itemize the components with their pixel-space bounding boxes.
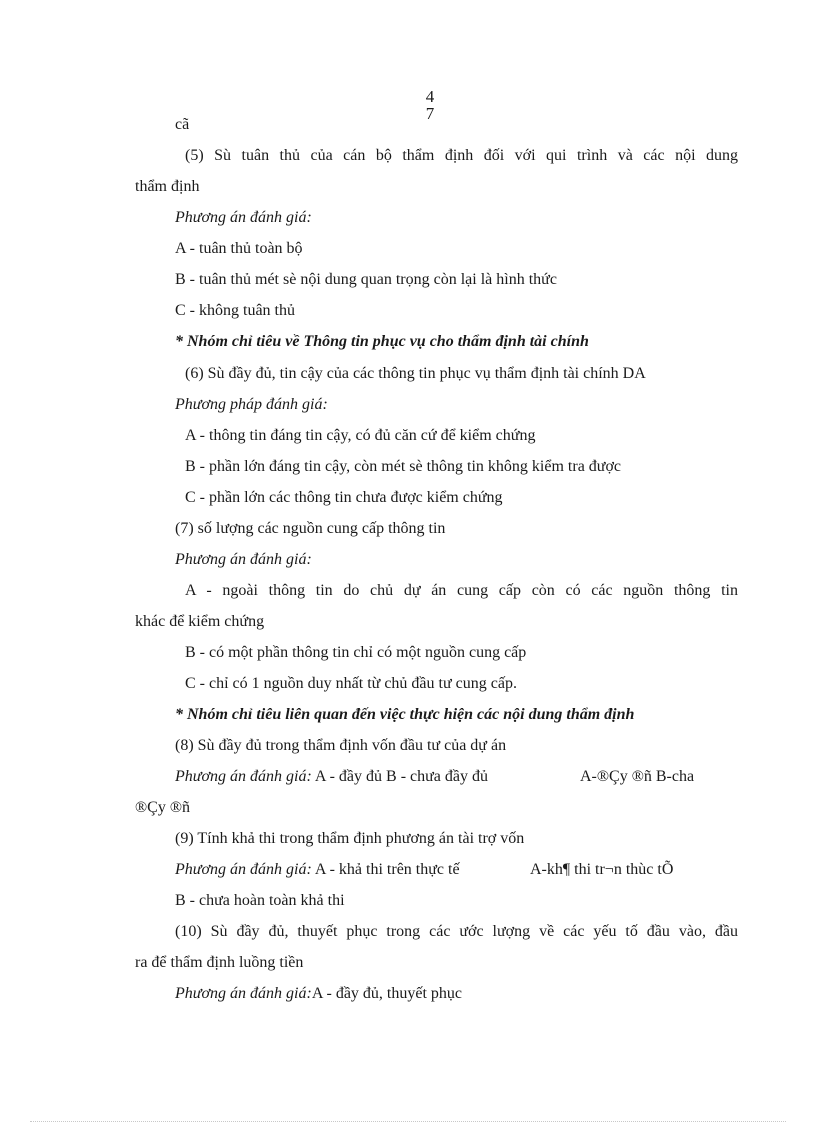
page-bottom-rule: [30, 1121, 786, 1122]
evaluation-line: [175, 860, 460, 880]
evaluation-label: Phương án đánh giá:: [175, 551, 312, 568]
option-c: C - chỉ có 1 nguồn duy nhất từ chủ đầu tư cung cấp.: [185, 675, 517, 692]
option-a: A - thông tin đáng tin cậy, có đủ căn cứ để kiểm chứng: [185, 427, 536, 444]
garbled-text: A-kh¶ thi tr¬n thùc tÕ: [530, 861, 674, 878]
option-b: B - chưa hoàn toàn khả thi: [175, 892, 345, 909]
evaluation-label: Phương pháp đánh giá:: [175, 396, 328, 413]
evaluation-options: A - đầy đủ, thuyết phục: [311, 985, 463, 1002]
criterion-10-heading: (10) Sù đầy đủ, thuyết phục trong các ước lượng về các yếu tố đầu vào, đầu: [175, 923, 738, 940]
option-a: A - tuân thủ toàn bộ: [175, 240, 303, 257]
option-c: C - không tuân thủ: [175, 302, 295, 319]
evaluation-label: Phương án đánh giá:: [175, 861, 312, 878]
text-line: khác để kiểm chứng: [135, 613, 265, 630]
criterion-7-heading: (7) số lượng các nguồn cung cấp thông tin: [175, 520, 446, 537]
criterion-8-heading: (8) Sù đầy đủ trong thẩm định vốn đầu tư của dự án: [175, 737, 507, 754]
option-b: B - có một phần thông tin chỉ có một nguồn cung cấp: [185, 644, 527, 661]
criterion-6-heading: (6) Sù đầy đủ, tin cậy của các thông tin phục vụ thẩm định tài chính DA: [185, 365, 646, 382]
criterion-9-heading: (9) Tính khả thi trong thẩm định phương án tài trợ vốn: [175, 830, 525, 847]
evaluation-label: Phương án đánh giá:: [175, 768, 312, 785]
text-line: cã: [175, 116, 190, 133]
page-number-top: 4: [425, 87, 435, 106]
evaluation-line: [175, 984, 462, 1004]
criterion-5-heading: (5) Sù tuân thủ của cán bộ thẩm định đối với qui trình và các nội dung: [185, 147, 738, 164]
option-c: C - phần lớn các thông tin chưa được kiểm chứng: [185, 489, 503, 506]
text-line: ra để thẩm định luồng tiền: [135, 954, 304, 971]
page-number-bottom: 7: [425, 104, 435, 123]
text-line: thẩm định: [135, 178, 200, 195]
evaluation-label: Phương án đánh giá:: [175, 209, 312, 226]
option-b: B - phần lớn đáng tin cậy, còn mét sè thông tin không kiểm tra được: [185, 458, 622, 475]
option-a: A - ngoài thông tin do chủ dự án cung cấp còn có các nguồn thông tin: [185, 582, 738, 599]
garbled-text: A-®Çy ®ñ B-cha: [580, 768, 695, 785]
option-b: B - tuân thủ mét sè nội dung quan trọng còn lại là hình thức: [175, 271, 557, 288]
section-heading: * Nhóm chỉ tiêu về Thông tin phục vụ cho thẩm định tài chính: [175, 333, 589, 350]
evaluation-options: A - đầy đủ B - chưa đầy đủ: [311, 768, 489, 785]
section-heading: * Nhóm chỉ tiêu liên quan đến việc thực hiện các nội dung thẩm định: [175, 706, 635, 723]
evaluation-label: Phương án đánh giá:: [175, 985, 312, 1002]
garbled-text: ®Çy ®ñ: [135, 799, 190, 816]
evaluation-line: [175, 767, 488, 787]
evaluation-options: A - khả thi trên thực tế: [311, 861, 460, 878]
